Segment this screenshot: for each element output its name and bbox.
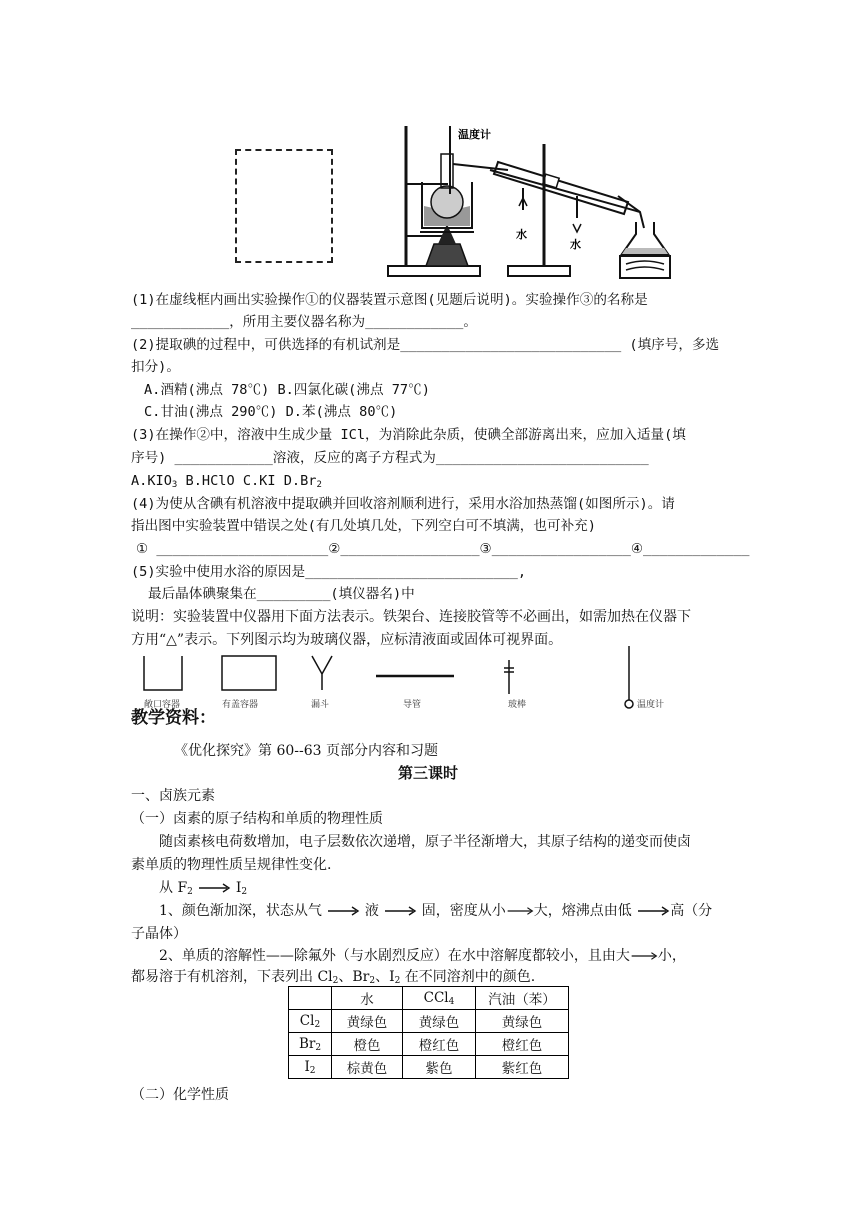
lesson-title: 第三课时 bbox=[398, 764, 459, 782]
arrow-icon bbox=[506, 906, 534, 916]
teaching-heading: 教学资料： bbox=[131, 708, 216, 728]
sub-2: 2 bbox=[332, 976, 339, 986]
note-line1: 说明：实验装置中仪器用下面方法表示。铁架台、连接胶管等不必画出，如需加热在仪器下 bbox=[131, 609, 691, 625]
legend-thermometer: 温度计 bbox=[637, 700, 665, 710]
ccl4-label: CCl bbox=[423, 989, 449, 1006]
legend-funnel: 漏斗 bbox=[311, 700, 330, 710]
to-sub: 2 bbox=[241, 887, 248, 897]
q4-line1: (4)为使从含碘有机溶液中提取碘并回收溶剂顺利进行，采用水浴加热蒸馏(如图所示)。请 bbox=[131, 496, 675, 512]
table-cell bbox=[289, 1056, 332, 1079]
arrow-icon bbox=[636, 906, 670, 916]
arrow-icon bbox=[383, 906, 417, 916]
table-cell bbox=[289, 1033, 332, 1056]
q2-line1: (2)提取碘的过程中，可供选择的有机试剂是___________________________ (填序号，多选 bbox=[131, 337, 720, 353]
q3-option-rest: B.HClO C.KI D.Br bbox=[177, 473, 317, 489]
element-sub: 2 bbox=[314, 1019, 321, 1030]
sub-2: 2 bbox=[394, 976, 401, 986]
table-cell: 橙红色 bbox=[403, 1033, 476, 1056]
stand-base-left bbox=[388, 266, 480, 276]
p1-e: 高（分 bbox=[670, 903, 713, 919]
p1-c: 固，密度从小 bbox=[421, 903, 506, 919]
from-sub: 2 bbox=[187, 887, 193, 897]
p2-l2-a: 都易溶于有机溶剂，下表列出 Cl bbox=[131, 969, 333, 985]
table-header-cell: 汽油（苯） bbox=[476, 987, 569, 1010]
element-sub: 2 bbox=[315, 1042, 322, 1053]
thermometer-figure-label: 温度计 bbox=[458, 128, 491, 141]
arrow-icon bbox=[326, 906, 360, 916]
section-chemical-properties: （二）化学性质 bbox=[131, 1087, 229, 1103]
point2-line1 bbox=[159, 945, 686, 967]
q3-option-d-sub: 2 bbox=[316, 480, 322, 490]
q2-line2: 扣分)。 bbox=[131, 359, 180, 375]
legend-covered-container: 有盖容器 bbox=[222, 700, 259, 710]
funnel-symbol bbox=[312, 656, 332, 690]
para1-line1: 随卤素核电荷数增加，电子层数依次递增，原子半径渐增大，其原子结构的递变而使卤 bbox=[159, 834, 691, 850]
from-label: 从 F bbox=[159, 880, 188, 896]
q5-line2: 最后晶体碘聚集在_________(填仪器名)中 bbox=[148, 586, 415, 602]
ccl4-sub: 4 bbox=[448, 996, 455, 1007]
q4-line2: 指出图中实验装置中错误之处(有几处填几处，下列空白可不填满，也可补充) bbox=[131, 518, 596, 534]
legend-tube: 导管 bbox=[403, 700, 422, 710]
p2-l2-b: 、Br bbox=[338, 969, 370, 985]
table-cell: 橙色 bbox=[332, 1033, 403, 1056]
table-cell: 紫红色 bbox=[476, 1056, 569, 1079]
water-outlet-label: 水 bbox=[570, 238, 581, 251]
table-cell: 黄绿色 bbox=[403, 1010, 476, 1033]
table-header-cell bbox=[403, 987, 476, 1010]
p1-b: 液 bbox=[364, 903, 379, 919]
element-symbol: I bbox=[304, 1058, 310, 1075]
halogen-color-table bbox=[288, 986, 569, 1079]
q3-option-a-sub: 3 bbox=[171, 480, 178, 490]
table-cell: 黄绿色 bbox=[332, 1010, 403, 1033]
p1-d: 大，熔沸点由低 bbox=[533, 903, 632, 919]
p1-a: 1、颜色渐加深，状态从气 bbox=[159, 903, 322, 919]
table-row bbox=[289, 1010, 569, 1033]
p2-l2-c: 、I bbox=[375, 969, 395, 985]
note-line2: 方用“△”表示。下列图示均为玻璃仪器，应标清液面或固体可视界面。 bbox=[131, 632, 563, 648]
p2-b: 小， bbox=[657, 948, 686, 964]
element-sub: 2 bbox=[309, 1065, 316, 1076]
sub-2: 2 bbox=[369, 976, 376, 986]
drawing-box[interactable] bbox=[235, 149, 333, 263]
q1-line2: ____________，所用主要仪器名称为____________。 bbox=[131, 314, 477, 330]
point1-line1 bbox=[159, 900, 712, 922]
to-label: I bbox=[235, 880, 242, 896]
q3-option-a: A.KIO bbox=[131, 473, 172, 489]
arrow-icon bbox=[630, 951, 658, 961]
para1-line2: 素单质的物理性质呈规律性变化. bbox=[131, 857, 332, 873]
table-cell: 橙红色 bbox=[476, 1033, 569, 1056]
legend-glass-rod: 玻棒 bbox=[508, 700, 527, 710]
element-symbol: Cl bbox=[299, 1012, 315, 1029]
q1-line1: (1)在虚线框内画出实验操作①的仪器装置示意图(见题后说明)。实验操作③的名称是 bbox=[131, 292, 648, 308]
q3-options bbox=[131, 471, 322, 495]
distillation-apparatus-figure bbox=[378, 124, 680, 282]
table-row bbox=[289, 1056, 569, 1079]
table-cell bbox=[289, 1010, 332, 1033]
q3-line1: (3)在操作②中，溶液中生成少量 ICl，为消除此杂质，使碘全部游离出来，应加入适量(填 bbox=[131, 427, 686, 443]
table-cell: 黄绿色 bbox=[476, 1010, 569, 1033]
water-inlet-label: 水 bbox=[516, 228, 527, 241]
table-header-row bbox=[289, 987, 569, 1010]
section-physical-properties: （一）卤素的原子结构和单质的物理性质 bbox=[131, 811, 383, 827]
table-cell: 紫色 bbox=[403, 1056, 476, 1079]
covered-container-symbol bbox=[222, 656, 276, 690]
table-row bbox=[289, 1033, 569, 1056]
table-header-cell bbox=[289, 987, 332, 1010]
open-container-symbol bbox=[144, 656, 182, 690]
arrow-icon bbox=[197, 883, 231, 893]
point1-line2: 子晶体） bbox=[131, 926, 187, 942]
q2-options-cd: C.甘油(沸点 290℃) D.苯(沸点 80℃) bbox=[144, 404, 398, 420]
stand-base-middle bbox=[508, 266, 570, 276]
q5-line1: (5)实验中使用水浴的原因是__________________________, bbox=[131, 564, 527, 580]
p2-l2-d: 在不同溶剂中的颜色. bbox=[400, 969, 536, 985]
table-header-cell: 水 bbox=[332, 987, 403, 1010]
q3-line2: 序号) ____________溶液，反应的离子方程式为__________________________ bbox=[131, 450, 649, 466]
q2-options-ab: A.酒精(沸点 78℃) B.四氯化碳(沸点 77℃) bbox=[144, 382, 430, 398]
table-cell: 棕黄色 bbox=[332, 1056, 403, 1079]
p2-a: 2、单质的溶解性——除氟外（与水剧烈反应）在水中溶解度都较小，且由大 bbox=[159, 948, 630, 964]
section-halogens: 一、卤族元素 bbox=[131, 788, 215, 804]
legend-open-container: 敞口容器 bbox=[144, 700, 181, 710]
q4-line3: ① _____________________②_________________③_________________④_____________ bbox=[136, 541, 750, 557]
teaching-reference: 《优化探究》第 60--63 页部分内容和习题 bbox=[174, 743, 438, 759]
element-symbol: Br bbox=[298, 1035, 316, 1052]
